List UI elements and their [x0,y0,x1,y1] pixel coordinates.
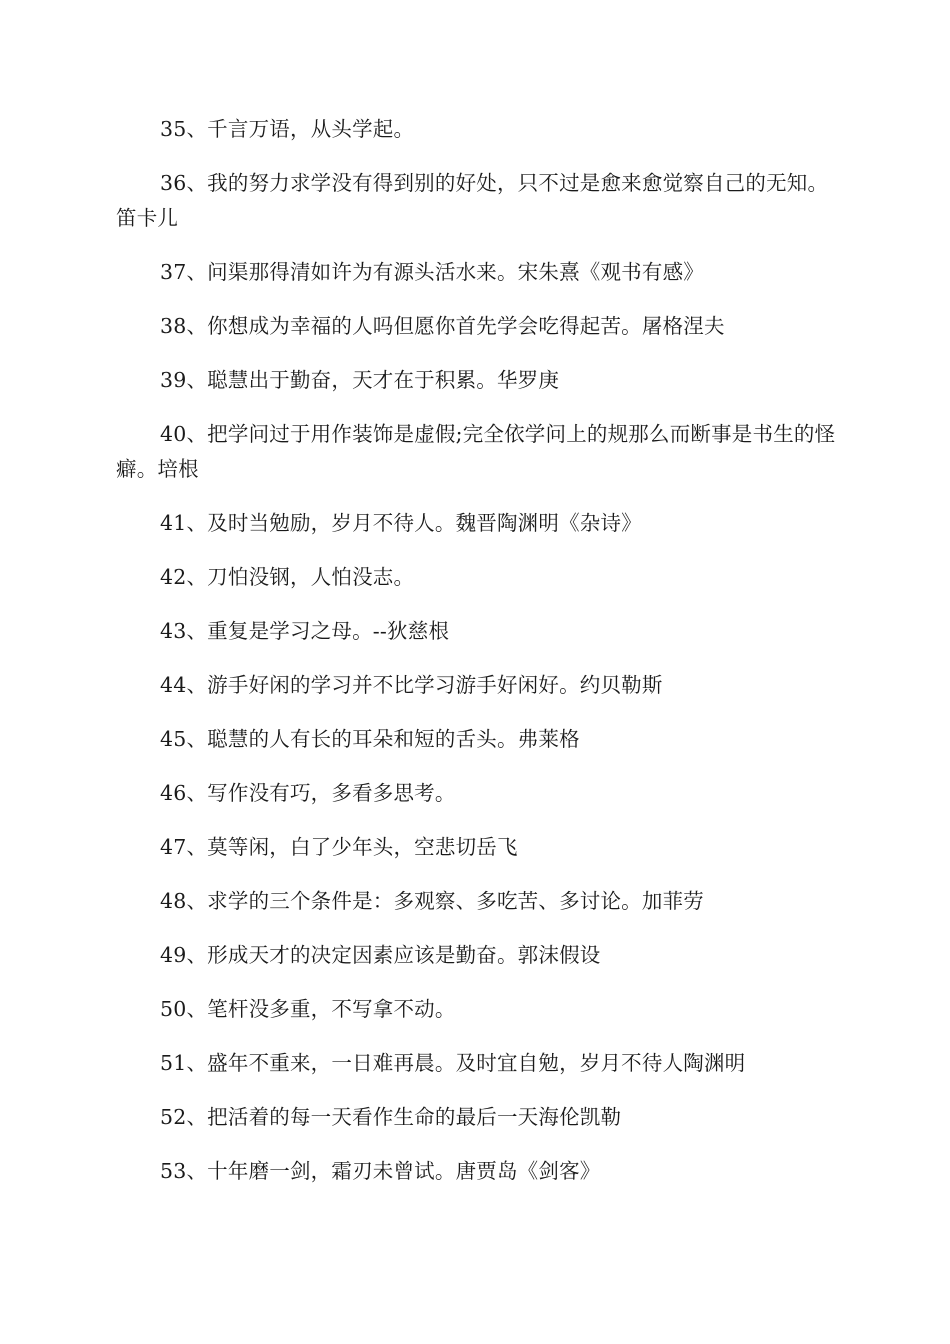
quote-51: 51、盛年不重来，一日难再晨。及时宜自勉，岁月不待人陶渊明 [160,1051,746,1075]
quote-48: 48、求学的三个条件是：多观察、多吃苦、多讨论。加菲劳 [160,889,704,913]
quote-41: 41、及时当勉励，岁月不待人。魏晋陶渊明《杂诗》 [160,511,642,535]
quote-list [116,112,836,1208]
quote-42: 42、刀怕没钢，人怕没志。 [160,565,415,589]
quote-38: 38、你想成为幸福的人吗但愿你首先学会吃得起苦。屠格涅夫 [160,314,725,338]
quote-49: 49、形成天才的决定因素应该是勤奋。郭沫假设 [160,943,601,967]
quote-37: 37、问渠那得清如许为有源头活水来。宋朱熹《观书有感》 [160,260,704,284]
quote-43: 43、重复是学习之母。--狄慈根 [160,619,450,643]
quote-52: 52、把活着的每一天看作生命的最后一天海伦凯勒 [160,1105,622,1129]
quote-53: 53、十年磨一剑，霜刃未曾试。唐贾岛《剑客》 [160,1159,601,1183]
quote-46: 46、写作没有巧，多看多思考。 [160,781,456,805]
quote-39: 39、聪慧出于勤奋，天才在于积累。华罗庚 [160,368,560,392]
quote-40: 40、把学问过于用作装饰是虚假;完全依学问上的规那么而断事是书生的怪癖。培根 [116,422,836,481]
quote-47: 47、莫等闲，白了少年头，空悲切岳飞 [160,835,518,859]
quote-50: 50、笔杆没多重，不写拿不动。 [160,997,456,1021]
quote-45: 45、聪慧的人有长的耳朵和短的舌头。弗莱格 [160,727,580,751]
quote-35: 35、千言万语，从头学起。 [160,117,415,141]
quote-44: 44、游手好闲的学习并不比学习游手好闲好。约贝勒斯 [160,673,663,697]
quote-36: 36、我的努力求学没有得到别的好处，只不过是愈来愈觉察自己的无知。笛卡儿 [116,171,829,230]
